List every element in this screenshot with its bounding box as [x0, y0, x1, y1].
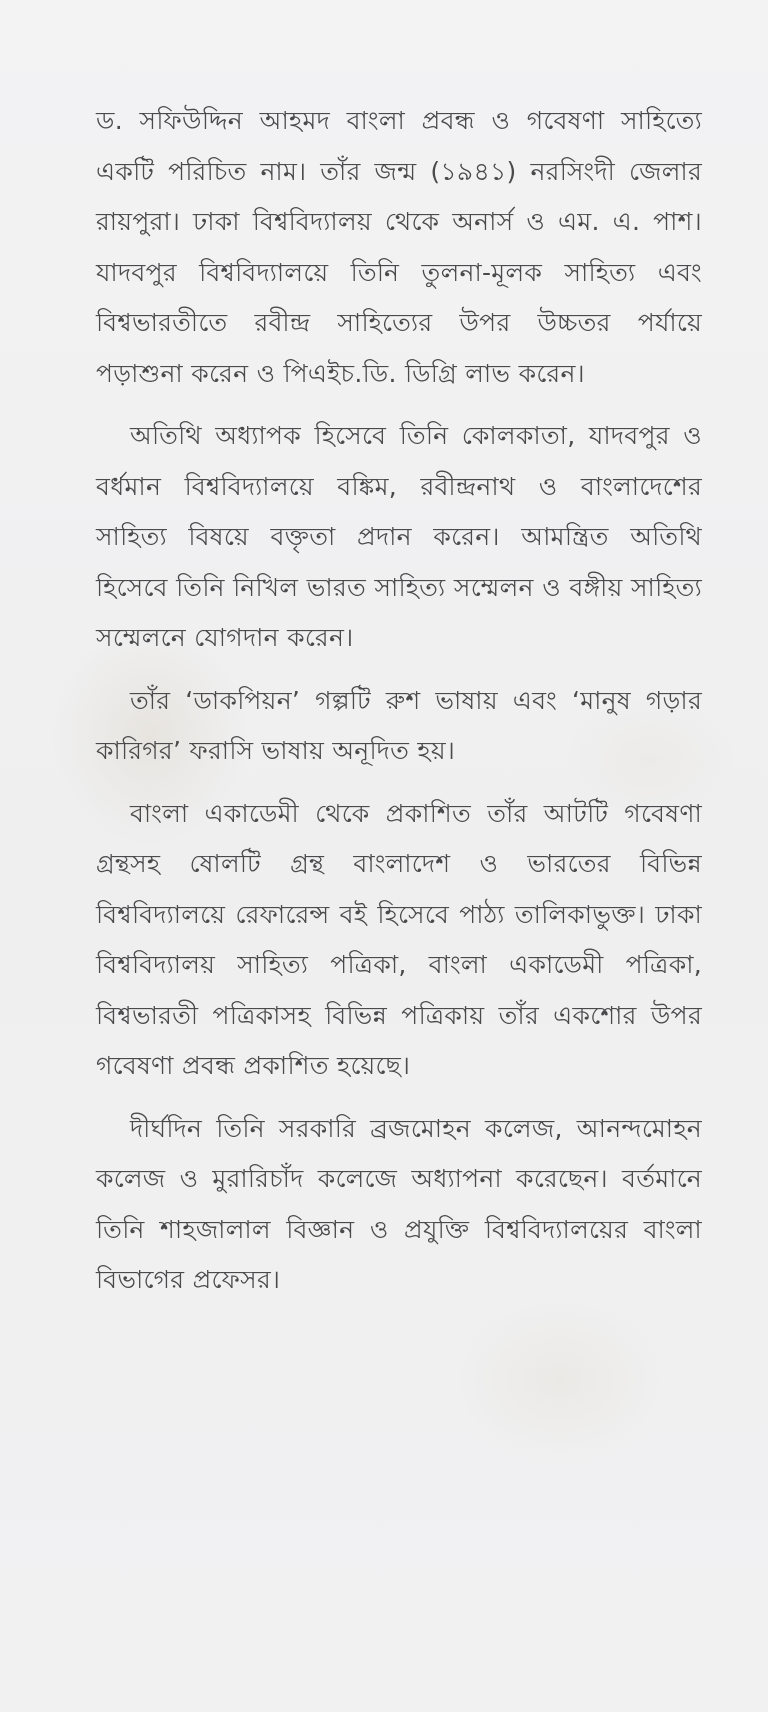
bio-paragraph-career: দীর্ঘদিন তিনি সরকারি ব্রজমোহন কলেজ, আনন্দমোহন কলেজ ও মুরারিচাঁদ কলেজে অধ্যাপনা করেছেন। বর্তমানে তিনি শাহজালাল বিজ্ঞান ও প্রযুক্তি বিশ্ববিদ্যালয়ের বাংলা বিভাগের প্রফেসর। [96, 1113, 702, 1294]
author-bio-text [96, 96, 702, 1306]
bio-paragraph-translations: তাঁর ‘ডাকপিয়ন’ গল্পটি রুশ ভাষায় এবং ‘মানুষ গড়ার কারিগর’ ফরাসি ভাষায় অনূদিত হয়। [96, 685, 702, 765]
bio-paragraph-publications: বাংলা একাডেমী থেকে প্রকাশিত তাঁর আটটি গবেষণা গ্রন্থসহ ষোলটি গ্রন্থ বাংলাদেশ ও ভারতের বিভিন্ন বিশ্ববিদ্যালয়ে রেফারেন্স বই হিসেবে পাঠ্য তালিকাভুক্ত। ঢাকা বিশ্ববিদ্যালয় সাহিত্য পত্রিকা, বাংলা একাডেমী পত্রিকা, বিশ্বভারতী পত্রিকাসহ বিভিন্ন পত্রিকায় তাঁর একশোর উপর গবেষণা প্রবন্ধ প্রকাশিত হয়েছে। [96, 798, 702, 1080]
bio-paragraph-guest-professor: অতিথি অধ্যাপক হিসেবে তিনি কোলকাতা, যাদবপুর ও বর্ধমান বিশ্ববিদ্যালয়ে বঙ্কিম, রবীন্দ্রনাথ ও বাংলাদেশের সাহিত্য বিষয়ে বক্তৃতা প্রদান করেন। আমন্ত্রিত অতিথি হিসেবে তিনি নিখিল ভারত সাহিত্য সম্মেলন ও বঙ্গীয় সাহিত্য সম্মেলনে যোগদান করেন। [96, 421, 702, 652]
bio-paragraph-intro: ড. সফিউদ্দিন আহমদ বাংলা প্রবন্ধ ও গবেষণা সাহিত্যে একটি পরিচিত নাম। তাঁর জন্ম (১৯৪১) নরসিংদী জেলার রায়পুরা। ঢাকা বিশ্ববিদ্যালয় থেকে অনার্স ও এম. এ. পাশ। যাদবপুর বিশ্ববিদ্যালয়ে তিনি তুলনা-মূলক সাহিত্য এবং বিশ্বভারতীতে রবীন্দ্র সাহিত্যের উপর উচ্চতর পর্যায়ে পড়াশুনা করেন ও পিএইচ.ডি. ডিগ্রি লাভ করেন। [96, 106, 702, 388]
